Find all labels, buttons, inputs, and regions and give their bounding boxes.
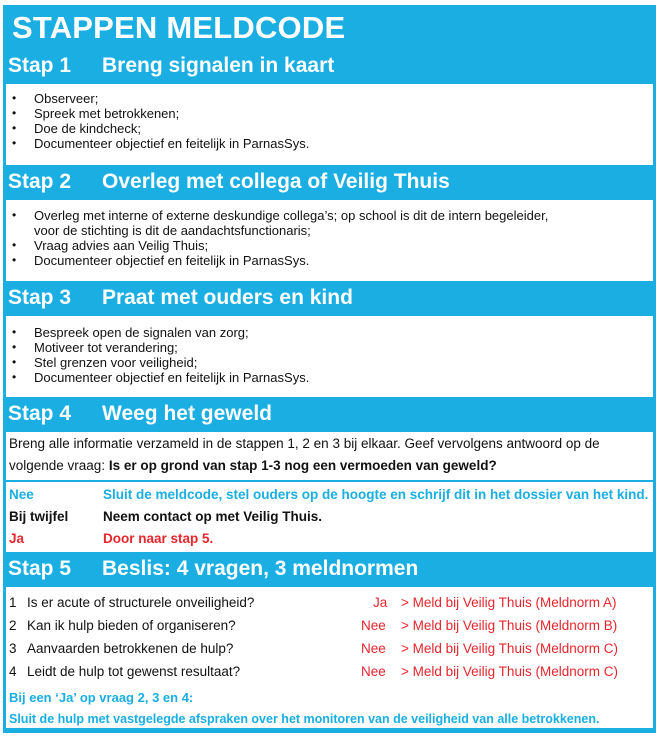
step-4-intro-line2: volgende vraag: Is er op grond van stap 1-3 nog een vermoeden van geweld? [9,458,497,473]
bullet-icon: • [12,106,17,120]
step-3-header [3,282,656,314]
step-4-question: Is er op grond van stap 1-3 nog een vermoeden van geweld? [108,458,497,473]
step-2-header [3,166,656,198]
option-key-ja: Ja [9,531,25,546]
list-item: • Spreek met betrokkenen; [12,106,180,121]
bullet-icon: • [12,355,17,369]
page-title: STAPPEN MELDCODE [12,10,346,45]
answer-ja: Ja [373,595,388,610]
list-item: • Documenteer objectief en feitelijk in ParnasSys. [12,370,310,385]
meldcode-panel [3,5,656,733]
list-item: • Doe de kindcheck; [12,121,141,136]
step-4-body [6,432,653,552]
step-label: Stap 2 [8,170,72,193]
step-label: Stap 5 [8,557,72,580]
action-text: > Meld bij Veilig Thuis (Meldnorm C) [401,641,618,656]
list-item: • Overleg met interne of externe deskundige collega’s; op school is dit de intern begeleider, [12,208,549,223]
answer-nee: Nee [361,618,386,633]
bullet-icon: • [12,325,17,339]
step-title: Weeg het geweld [102,402,272,425]
list-item-continuation: voor de stichting is dit de aandachtsfunctionaris; [34,223,311,238]
step-4-header [3,398,656,430]
divider [6,480,653,482]
step-label: Stap 1 [8,54,72,77]
list-item: • Motiveer tot verandering; [12,340,178,355]
option-key-twijfel: Bij twijfel [9,509,69,524]
bullet-icon: • [12,253,17,267]
step-title: Beslis: 4 vragen, 3 meldnormen [102,557,419,580]
step-5-header [3,553,656,585]
action-text: > Meld bij Veilig Thuis (Meldnorm A) [401,595,617,610]
bullet-icon: • [12,121,17,135]
step-title: Overleg met collega of Veilig Thuis [102,170,450,193]
bullet-icon: • [12,136,17,150]
step-5-body [6,587,653,728]
option-text-twijfel: Neem contact op met Veilig Thuis. [103,509,323,524]
step-label: Stap 4 [8,402,72,425]
list-item: • Stel grenzen voor veiligheid; [12,355,198,370]
question-number: 3 [9,641,17,656]
step-3-body [6,316,653,397]
step-4-intro: Breng alle informatie verzameld in de stappen 1, 2 en 3 bij elkaar. Geef vervolgens antwoord op de [9,436,600,451]
step-label: Stap 3 [8,286,72,309]
list-item: • Documenteer objectief en feitelijk in ParnasSys. [12,136,310,151]
footer-condition: Bij een ‘Ja’ op vraag 2, 3 en 4: [9,690,194,705]
option-text-nee: Sluit de meldcode, stel ouders op de hoogte en schrijf dit in het dossier van het kind. [103,487,649,502]
step-title: Praat met ouders en kind [102,286,353,309]
step-1-header [3,50,656,82]
question-text: Is er acute of structurele onveiligheid? [27,595,255,610]
option-text-ja: Door naar stap 5. [103,531,214,546]
question-text: Kan ik hulp bieden of organiseren? [27,618,236,633]
action-text: > Meld bij Veilig Thuis (Meldnorm B) [401,618,618,633]
question-number: 1 [9,595,17,610]
question-text: Leidt de hulp tot gewenst resultaat? [27,664,241,679]
option-key-nee: Nee [9,487,34,502]
list-item: • Vraag advies aan Veilig Thuis; [12,238,209,253]
answer-nee: Nee [361,641,386,656]
bullet-icon: • [12,208,17,222]
bullet-icon: • [12,370,17,384]
question-number: 2 [9,618,17,633]
footer-instruction: Sluit de hulp met vastgelegde afspraken over het monitoren van de veiligheid van alle betrokkenen. [9,712,600,726]
question-text: Aanvaarden betrokkenen de hulp? [27,641,234,656]
bullet-icon: • [12,238,17,252]
bullet-icon: • [12,340,17,354]
list-item: • Documenteer objectief en feitelijk in ParnasSys. [12,253,310,268]
answer-nee: Nee [361,664,386,679]
step-title: Breng signalen in kaart [102,54,335,77]
action-text: > Meld bij Veilig Thuis (Meldnorm C) [401,664,618,679]
step-2-body [6,200,653,281]
bullet-icon: • [12,91,17,105]
list-item: • Observeer; [12,91,99,106]
list-item: • Bespreek open de signalen van zorg; [12,325,249,340]
question-number: 4 [9,664,17,679]
step-1-body [6,84,653,165]
